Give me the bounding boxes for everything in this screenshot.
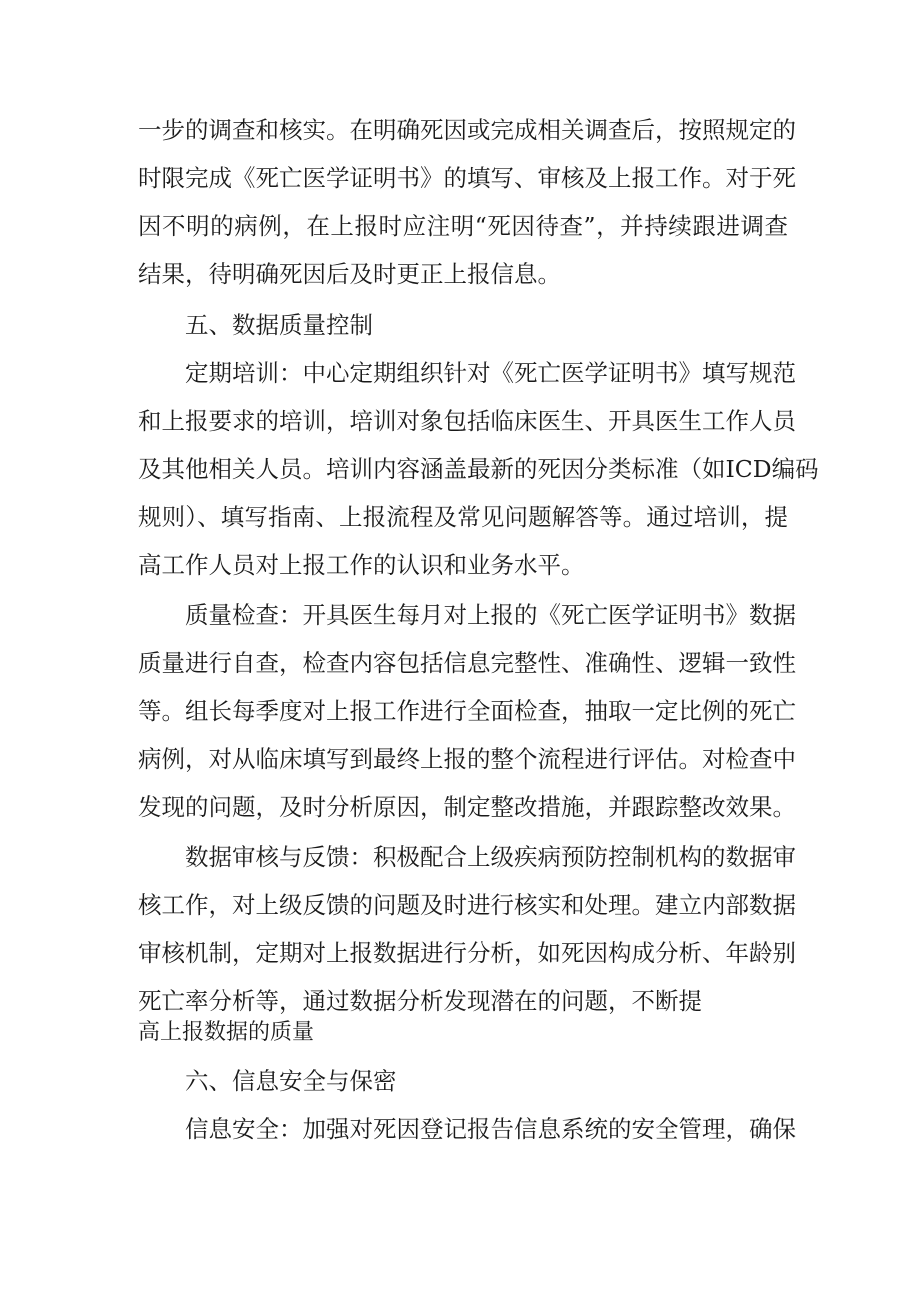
paragraph-line: 核工作，对上级反馈的问题及时进行核实和处理。建立内部数据 [138,891,796,919]
paragraph-line: 和上报要求的培训，培训对象包括临床医生、开具医生工作人员 [138,407,796,435]
paragraph-line: 结果，待明确死因后及时更正上报信息。 [138,260,561,288]
paragraph-line: 高上报数据的质量 [138,1020,315,1045]
section-heading: 五、数据质量控制 [185,311,373,339]
paragraph-line: 规则）、填写指南、上报流程及常见问题解答等。通过培训，提 [138,503,788,531]
paragraph-line: 一步的调查和核实。在明确死因或完成相关调查后，按照规定的 [138,116,796,144]
paragraph-line: 数据审核与反馈：积极配合上级疾病预防控制机构的数据审 [185,843,796,871]
paragraph-line: 时限完成《死亡医学证明书》的填写、审核及上报工作。对于死 [138,164,796,192]
paragraph-line: 发现的问题，及时分析原因，制定整改措施，并跟踪整改效果。 [138,793,796,821]
paragraph-line: 定期培训：中心定期组织针对《死亡医学证明书》填写规范 [185,359,796,387]
paragraph-line: 质量进行自查，检查内容包括信息完整性、准确性、逻辑一致性 [138,649,796,677]
paragraph-line: 及其他相关人员。培训内容涵盖最新的死因分类标准（如ICD编码 [138,455,819,483]
paragraph-line: 因不明的病例，在上报时应注明“死因待查”，并持续跟进调查 [138,212,788,240]
paragraph-line: 审核机制，定期对上报数据进行分析，如死因构成分析、年龄别 [138,939,796,967]
section-heading: 六、信息安全与保密 [185,1067,397,1095]
paragraph-line: 死亡率分析等，通过数据分析发现潜在的问题，不断提 [138,987,702,1015]
paragraph-line: 质量检查：开具医生每月对上报的《死亡医学证明书》数据 [185,601,796,629]
paragraph-line: 高工作人员对上报工作的认识和业务水平。 [138,551,585,579]
paragraph-line: 病例，对从临床填写到最终上报的整个流程进行评估。对检查中 [138,745,796,773]
paragraph-line: 信息安全：加强对死因登记报告信息系统的安全管理，确保 [185,1115,796,1143]
paragraph-line: 等。组长每季度对上报工作进行全面检查，抽取一定比例的死亡 [138,697,796,725]
